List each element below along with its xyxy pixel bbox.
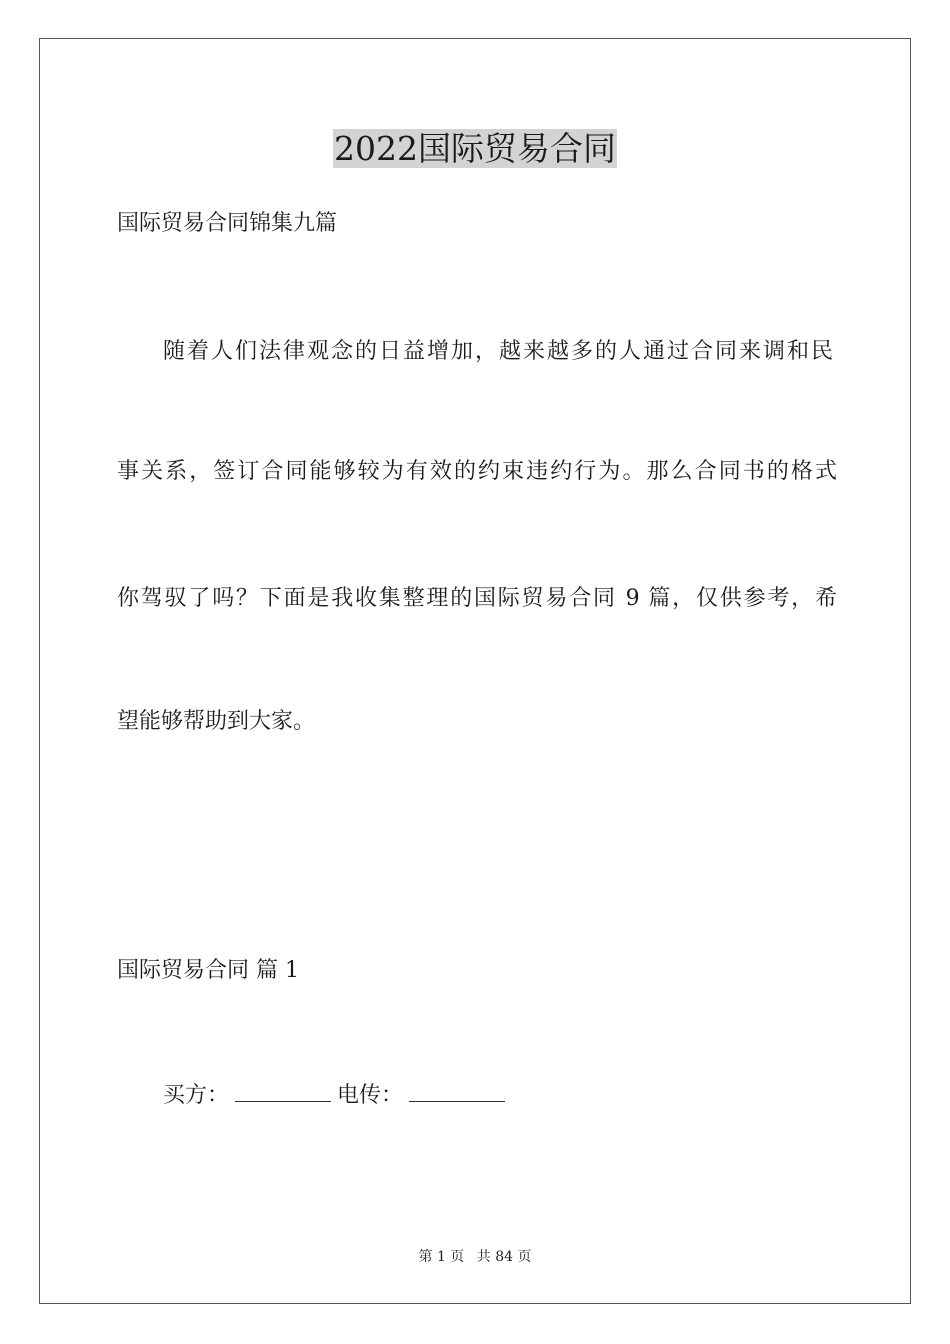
intro-line-4: 望能够帮助到大家。 — [117, 709, 316, 734]
page-number: 第 1 页 — [418, 1249, 465, 1265]
page-total: 共 84 页 — [476, 1249, 532, 1265]
intro-line-2: 事关系，签订合同能够较为有效的约束违约行为。那么合同书的格式 — [117, 459, 837, 484]
document-title-text: 2022国际贸易合同 — [334, 129, 616, 168]
intro-line-1: 随着人们法律观念的日益增加，越来越多的人通过合同来调和民 — [163, 339, 833, 364]
buyer-label: 买方： — [163, 1083, 230, 1108]
intro-line-3: 你驾驭了吗？下面是我收集整理的国际贸易合同 9 篇，仅供参考，希 — [117, 586, 837, 611]
buyer-fax-row — [163, 1081, 833, 1111]
fax-label: 电传： — [337, 1083, 404, 1108]
section-heading: 国际贸易合同 篇 1 — [117, 958, 299, 983]
page-footer — [0, 1247, 950, 1267]
document-subtitle: 国际贸易合同锦集九篇 — [117, 211, 338, 236]
buyer-blank-field[interactable] — [235, 1081, 331, 1102]
document-title — [0, 127, 950, 171]
fax-blank-field[interactable] — [409, 1081, 505, 1102]
